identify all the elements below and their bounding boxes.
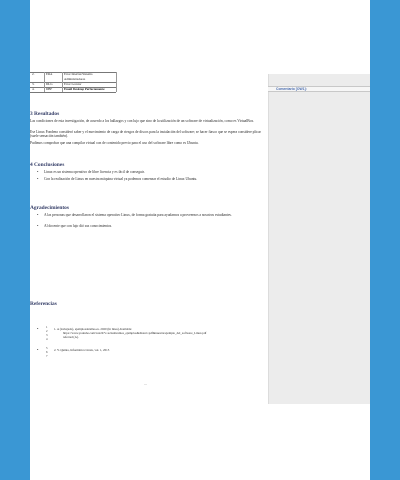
bullet-icon: •: [37, 212, 39, 217]
table-vrule: [62, 72, 63, 92]
reference-mark: 2: [46, 329, 48, 333]
reference-entry: 1. A (trabajado), ejemplosdetalles.es. 2020 (In linea) Available:: [54, 327, 133, 331]
acknowledgement-item: A las personas que desarrollaron el sistema operativo Linux, de forma gratuita para ayudarnos a proveernos a nosotros estudiantes.: [44, 213, 232, 217]
conclusions-heading: 4 Conclusiones: [30, 162, 65, 168]
comment-label: Comentario [OW1]:: [276, 87, 307, 91]
reference-link[interactable]: https://www.youtube.com/watch?v=actualizamos_ejemplos&distort=pdf&nuestra/ejemplo_del_software_Linux.pdf: [63, 331, 207, 335]
bullet-icon: •: [37, 347, 39, 352]
table-rule: [30, 92, 116, 93]
table-cell: Error Interfaz/Sistema: [64, 72, 93, 76]
conclusion-item: Con la realización de Linux en nuestra máquina virtual ya podemos comenzar el estudio de Linux Ubuntu.: [44, 177, 198, 181]
table-cell: Administradores: [64, 77, 86, 81]
table-vrule: [44, 72, 45, 92]
reference-mark: 5: [46, 346, 48, 350]
table-cell: ERA: [46, 72, 53, 76]
table-cell: 2.: [32, 72, 35, 76]
bullet-icon: •: [37, 176, 39, 181]
comments-pane: [268, 74, 370, 404]
results-heading: 3 Resultados: [30, 111, 60, 117]
acknowledgements-heading: Agradecimientos: [30, 205, 69, 211]
table-cell: 4.: [32, 87, 35, 91]
table-cell: Error Lecutor: [64, 82, 82, 86]
reference-entry: referred (A).: [63, 335, 79, 339]
bullet-icon: •: [37, 169, 39, 174]
reference-mark: 1: [46, 325, 48, 329]
reference-entry: 2. Y. Quinta, Informática Linux, vol. 1, 2015: [54, 348, 110, 352]
table-cell: 3.: [32, 82, 35, 86]
page-number: —: [144, 382, 147, 386]
table-vrule: [116, 72, 117, 92]
acknowledgement-item: Al docente que con lujo dió sus conocimientos.: [44, 224, 113, 228]
reference-mark: 7: [46, 354, 48, 358]
reference-mark: 4: [46, 337, 48, 341]
conclusion-item: Linux es un sistema operativo de libre licencia y es fácil de conseguir.: [44, 170, 145, 174]
bullet-icon: •: [37, 223, 39, 228]
reference-mark: 3: [46, 333, 48, 337]
results-paragraph-2: Ese Linux Fondeno consideró saber y el movimiento de carga de riesgos de discos para la instalación del software; se hacer fiasco que se espera considere plicar (suele sensación también).: [30, 130, 261, 138]
reference-mark: 6: [46, 350, 48, 354]
results-paragraph-3: Pudimos comprobar que una compilar virtual con de contenido previo para el uso del software libre como es Ubuntu.: [30, 141, 199, 145]
results-paragraph-1: Las condiciones de esta investigación, de acuerdo a los hallazgos y con lujo que sino de la utilización de un software de virtualización, como es VirtualBox.: [30, 119, 255, 123]
bullet-icon: •: [37, 326, 39, 331]
table-cell: DBF: [46, 87, 53, 91]
references-heading: Referencias: [30, 301, 57, 307]
table-cell: Email Desktop Perfectamente: [64, 87, 105, 91]
table-cell: DLG: [46, 82, 53, 86]
